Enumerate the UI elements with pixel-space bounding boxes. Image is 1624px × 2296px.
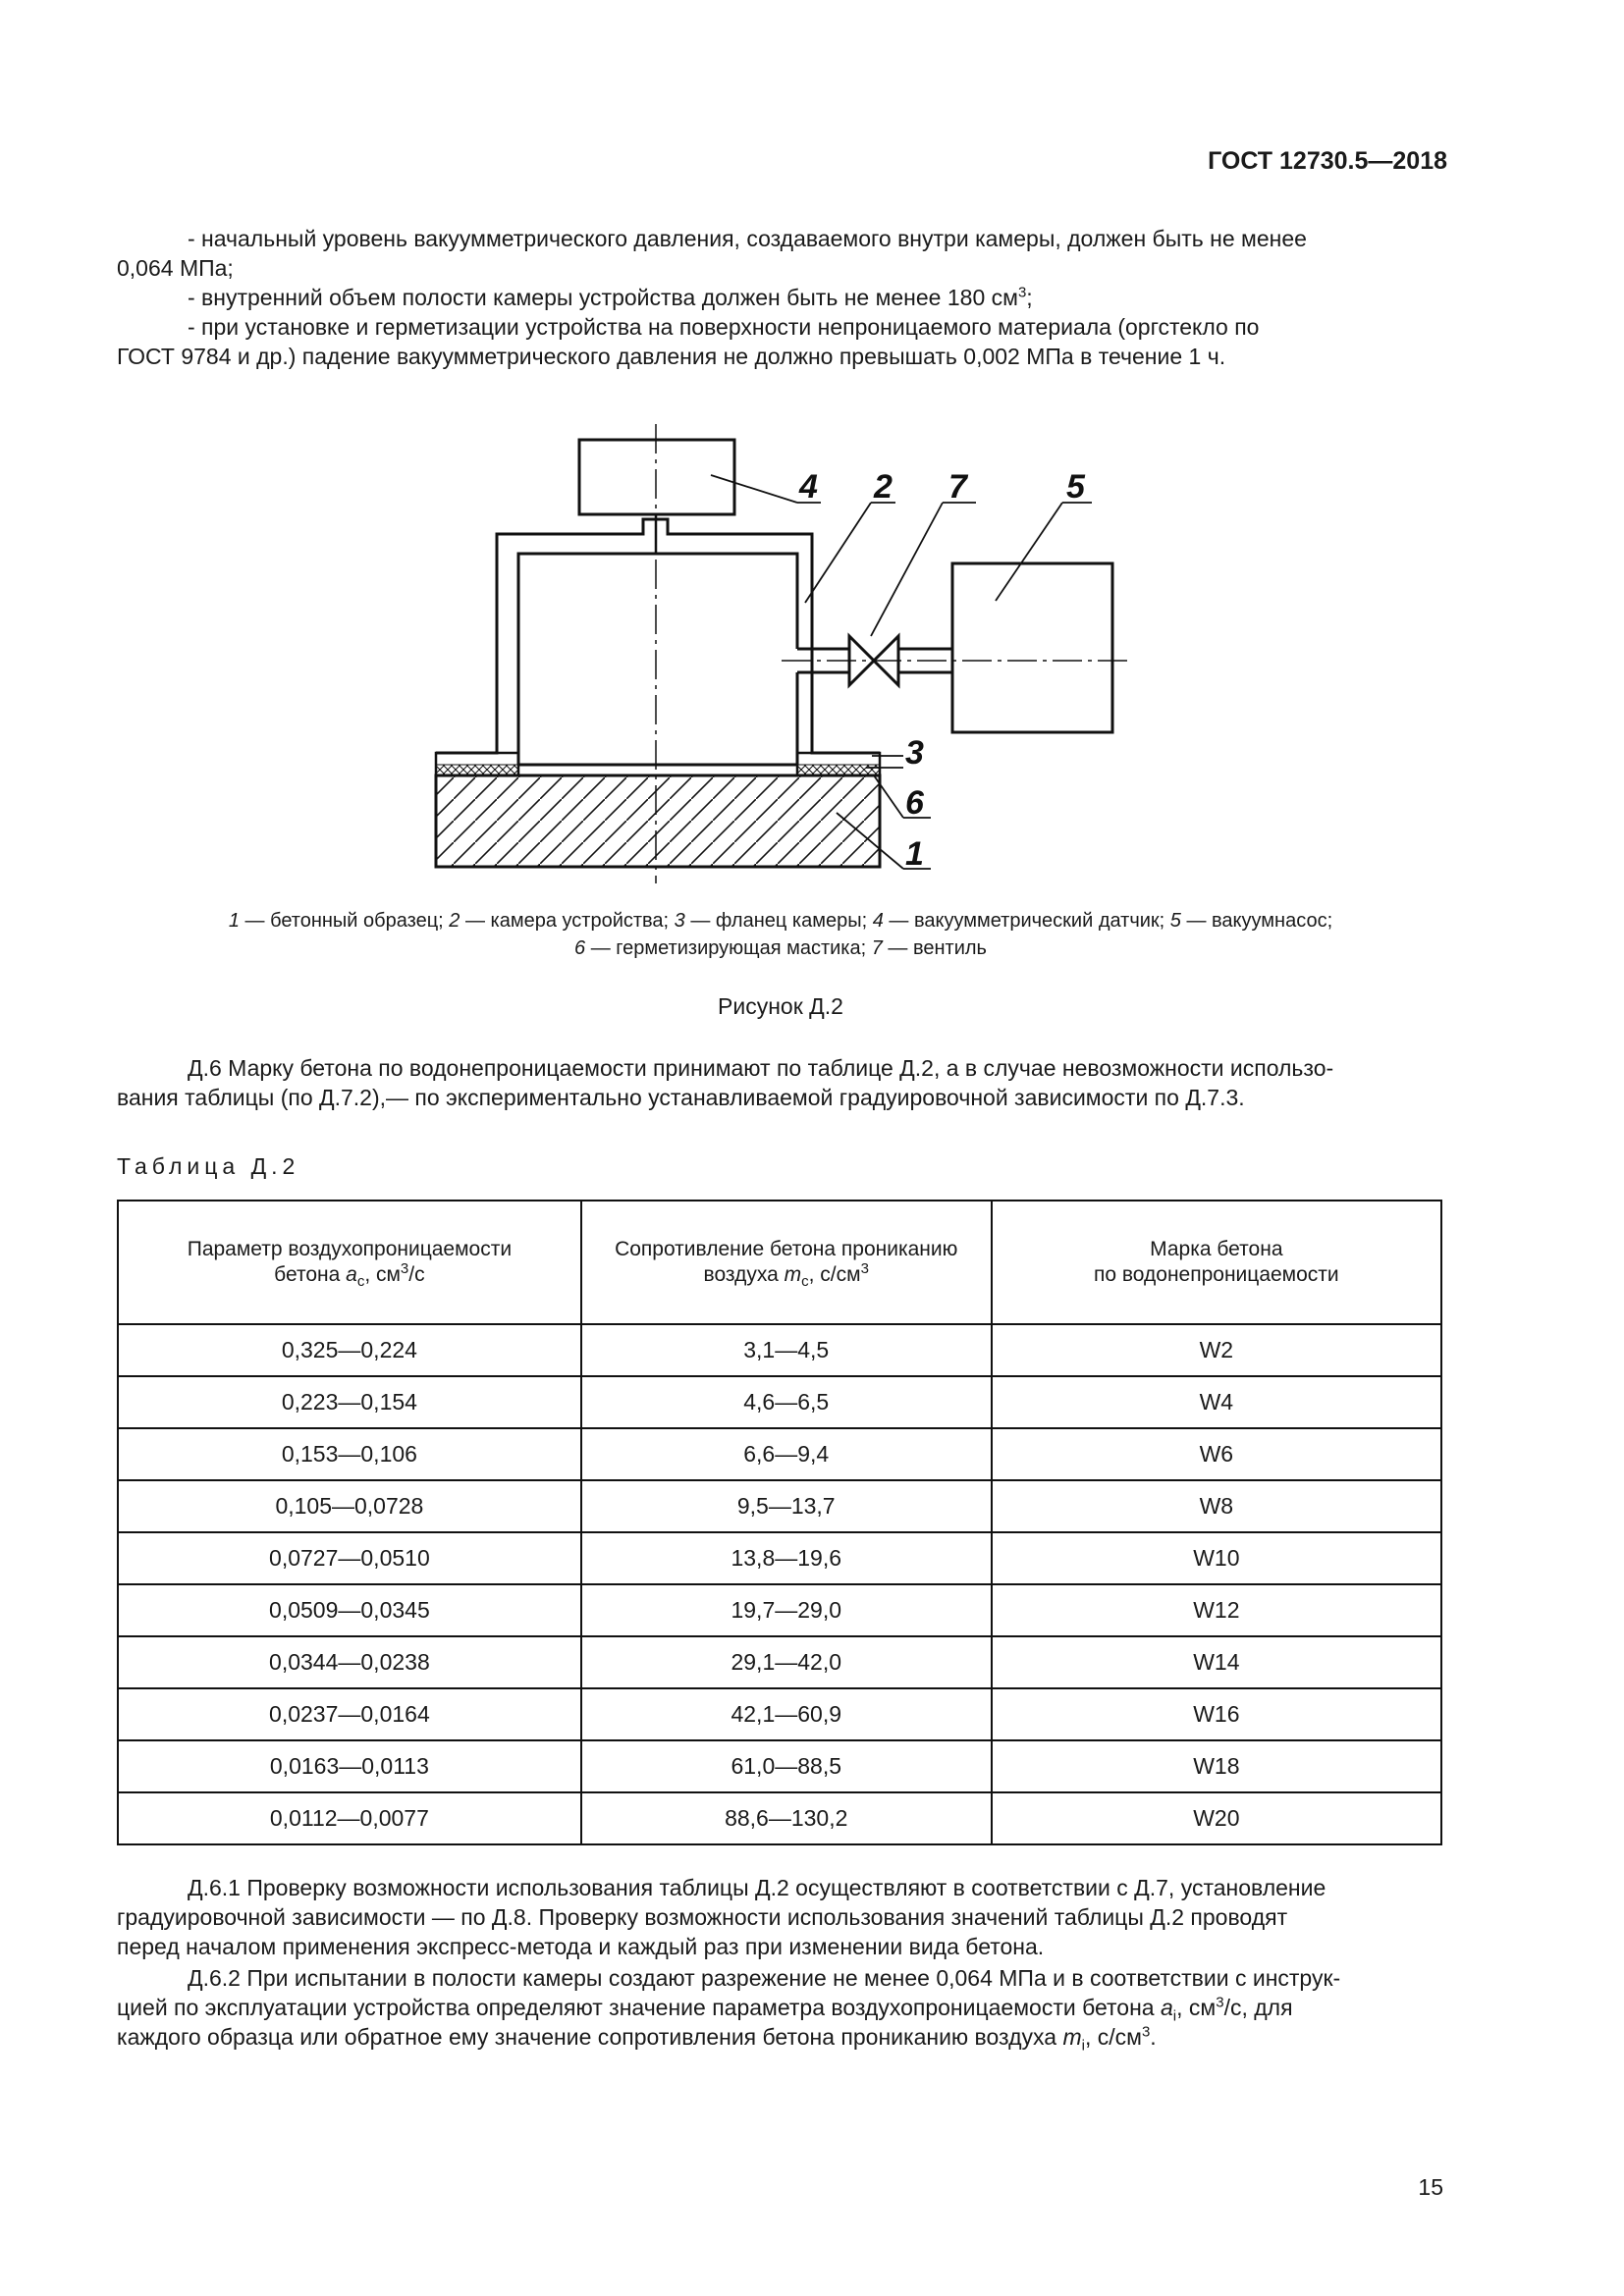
table-row: 0,0112—0,0077 88,6—130,2 W20	[118, 1792, 1441, 1844]
callout-3: 3	[905, 734, 924, 772]
page-number: 15	[1418, 2174, 1443, 2200]
chamber-inner	[518, 554, 656, 765]
table-row: 0,0727—0,0510 13,8—19,6 W10	[118, 1532, 1441, 1584]
figure-d2-diagram	[422, 417, 1129, 888]
table-row: 0,223—0,154 4,6—6,5 W4	[118, 1376, 1441, 1428]
table-row: 0,0509—0,0345 19,7—29,0 W12	[118, 1584, 1441, 1636]
header-air-resistance: Сопротивление бетона прониканию воздуха $m_с$, $с/см^3$	[581, 1201, 992, 1324]
requirement-pressure-drop: - при установке и герметизации устройства на поверхности непроницаемого материала (оргстекло по ГОСТ 9784 и др.) падение вакуумметрического давления не должно превышать 0,002 МПа в течение 1 ч.	[117, 314, 1260, 369]
table-row: 0,153—0,106 6,6—9,4 W6	[118, 1428, 1441, 1480]
paragraph-d6: Д.6 Марку бетона по водонепроницаемости принимают по таблице Д.2, а в случае невозможности использо- вания таблицы (по Д.7.2),— по экспериментально устанавливаемой градуировочной зависимости по Д.7.3.	[117, 1055, 1334, 1110]
requirement-vacuum-level: - начальный уровень вакуумметрического давления, создаваемого внутри камеры, должен быть не менее 0,064 МПа;	[117, 226, 1307, 281]
table-header-row	[118, 1201, 1441, 1324]
document-id: ГОСТ 12730.5—2018	[1208, 147, 1447, 175]
paragraph-d62: Д.6.2 При испытании в полости камеры создают разрежение не менее 0,064 МПа и в соответствии с инструк- цией по эксплуатации устройства определяют значение параметра воздухопроницаемости бетона $a_i$, $см^3/с$, для каждого образца или обратное ему значение сопротивления бетона прониканию воздуха $m_i$, $с/см^3$.	[117, 1965, 1341, 2055]
table-row: 0,0344—0,0238 29,1—42,0 W14	[118, 1636, 1441, 1688]
mastic-right	[797, 765, 880, 775]
table-row: 0,105—0,0728 9,5—13,7 W8	[118, 1480, 1441, 1532]
legend-line-1: 1 — бетонный образец; 2 — камера устройства; 3 — фланец камеры; 4 — вакуумметрический датчик; 5 — вакуумнасос;	[228, 910, 1333, 932]
table-row: 0,325—0,224 3,1—4,5 W2	[118, 1324, 1441, 1376]
table-row: 0,0163—0,0113 61,0—88,5 W18	[118, 1740, 1441, 1792]
callout-1: 1	[905, 835, 924, 873]
callout-2: 2	[874, 468, 893, 506]
header-air-permeability: Параметр воздухопроницаемости бетона $a_с$, $см^3/с$	[118, 1201, 581, 1324]
header-water-grade: Марка бетона по водонепроницаемости	[992, 1201, 1441, 1324]
callout-6: 6	[905, 784, 924, 822]
table-title: Таблица Д.2	[117, 1153, 300, 1179]
requirement-volume: - внутренний объем полости камеры устройства должен быть не менее 180 $см^3$;	[188, 284, 1033, 310]
vacuum-sensor-box	[579, 440, 734, 514]
vacuum-pump-box	[952, 563, 1112, 732]
concrete-sample	[436, 775, 880, 867]
callout-4: 4	[799, 468, 818, 506]
table-d2	[117, 1200, 1442, 1845]
mastic-left	[436, 765, 518, 775]
figure-legend	[117, 907, 1444, 962]
legend-line-2: 6 — герметизирующая мастика; 7 — вентиль	[574, 937, 987, 959]
callout-7: 7	[948, 468, 967, 506]
chamber-inner-right	[656, 554, 797, 649]
table-row: 0,0237—0,0164 42,1—60,9 W16	[118, 1688, 1441, 1740]
figure-caption: Рисунок Д.2	[718, 993, 843, 1019]
paragraph-d61: Д.6.1 Проверку возможности использования таблицы Д.2 осуществляют в соответствии с Д.7, установление градуировочной зависимости — по Д.8. Проверку возможности использования значений таблицы Д.2 проводят перед началом применения экспресс-метода и каждый раз при изменении вида бетона.	[117, 1875, 1326, 1959]
callout-5: 5	[1066, 468, 1085, 506]
